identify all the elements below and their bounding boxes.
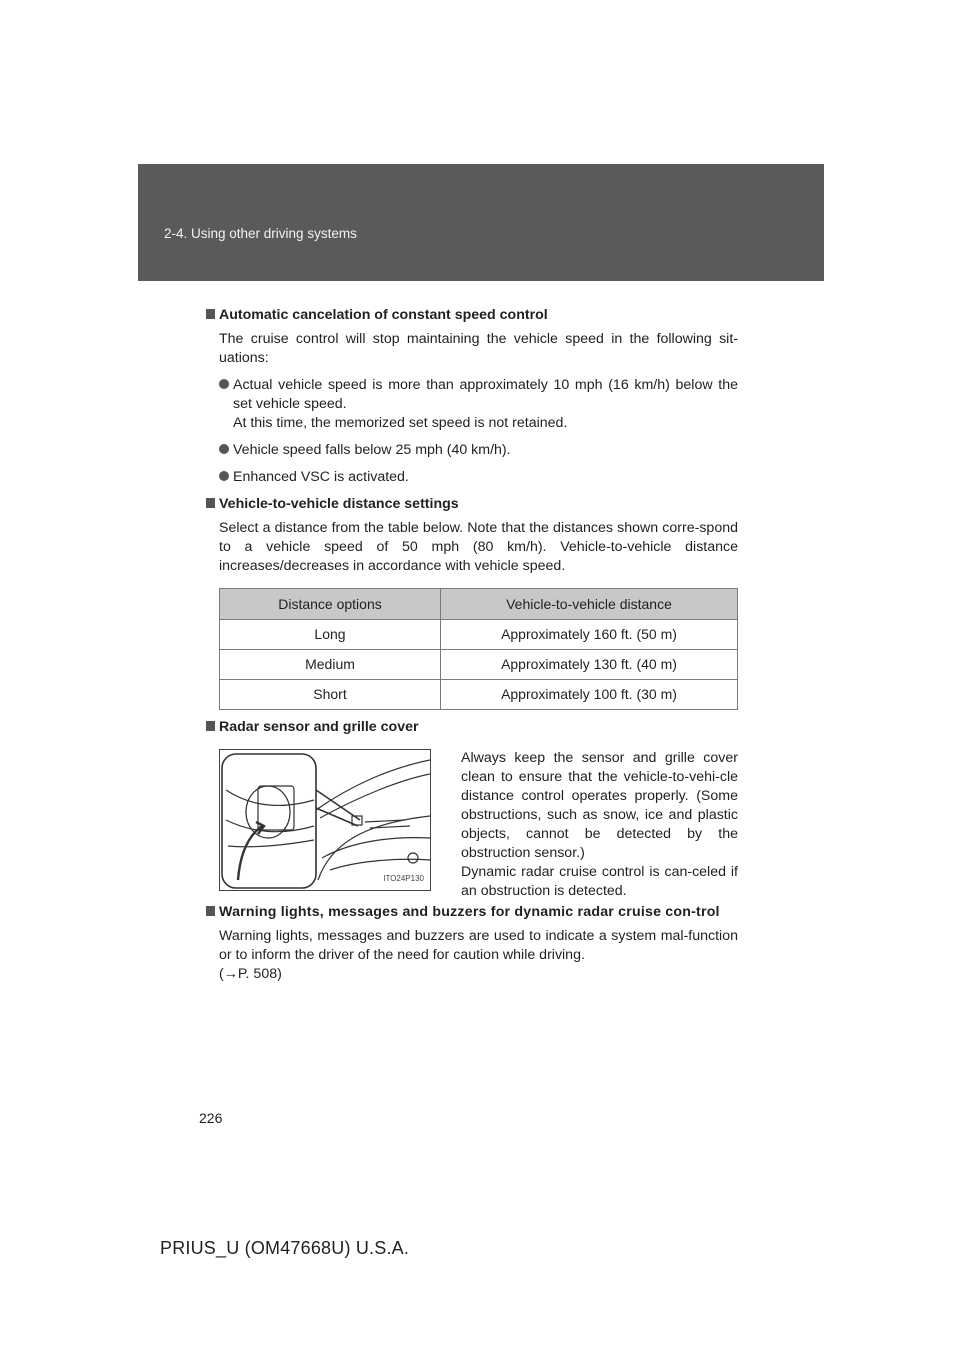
distance-settings-intro: Select a distance from the table below. Note that the distances shown corre-spond to a vehicle speed of 50 mph (80 km/h). Vehicle-to-vehicle distance increases/decreases in accordance with vehicle speed. [219, 520, 738, 574]
radar-sensor-illustration [219, 749, 431, 891]
square-bullet-icon [206, 721, 215, 731]
table-row [220, 680, 738, 710]
table-cell: Short [220, 680, 441, 710]
section-header-band [138, 164, 824, 281]
auto-cancel-intro: The cruise control will stop maintaining the vehicle speed in the following sit-uations: [219, 331, 738, 366]
round-bullet-icon [219, 471, 229, 481]
radar-section [206, 749, 738, 899]
table-cell: Approximately 160 ft. (50 m) [441, 620, 738, 650]
distance-settings-heading: Vehicle-to-vehicle distance settings [206, 495, 738, 514]
column-header: Vehicle-to-vehicle distance [441, 589, 738, 620]
image-code: ITO24P130 [383, 874, 424, 883]
square-bullet-icon [206, 309, 215, 319]
round-bullet-icon [219, 444, 229, 454]
radar-heading: Radar sensor and grille cover [206, 718, 738, 737]
table-row [220, 650, 738, 680]
warnings-heading: Warning lights, messages and buzzers for dynamic radar cruise con-trol [206, 903, 738, 922]
warnings-text: Warning lights, messages and buzzers are used to indicate a system mal-function or to inform the driver of the need for caution while driving. (→P. 508) [219, 928, 738, 982]
radar-description: Always keep the sensor and grille cover clean to ensure that the vehicle-to-vehi-cle distance control operates properly. (Some obstructions, such as snow, ice and plastic objects, cannot be detected by the obstruction sensor.) Dynamic radar cruise control is can-celed if an obstruction is detected. [461, 750, 738, 899]
page-number: 226 [199, 1110, 223, 1126]
page-reference: (→P. 508) [219, 966, 282, 982]
distance-table [219, 588, 738, 710]
table-row [220, 620, 738, 650]
section-title: 2-4. Using other driving systems [164, 226, 357, 241]
page-content [206, 306, 738, 992]
table-cell: Approximately 100 ft. (30 m) [441, 680, 738, 710]
square-bullet-icon [206, 498, 215, 508]
table-cell: Medium [220, 650, 441, 680]
round-bullet-icon [219, 379, 229, 389]
list-item: Vehicle speed falls below 25 mph (40 km/h). [219, 441, 738, 460]
square-bullet-icon [206, 906, 215, 916]
auto-cancel-heading: Automatic cancelation of constant speed control [206, 306, 738, 325]
footer-model-code: PRIUS_U (OM47668U) U.S.A. [160, 1238, 410, 1258]
table-header-row [220, 589, 738, 620]
list-item: Actual vehicle speed is more than approximately 10 mph (16 km/h) below the set vehicle speed. At this time, the memorized set speed is not retained. [219, 376, 738, 433]
table-cell: Approximately 130 ft. (40 m) [441, 650, 738, 680]
list-item: Enhanced VSC is activated. [219, 468, 738, 487]
column-header: Distance options [220, 589, 441, 620]
table-cell: Long [220, 620, 441, 650]
